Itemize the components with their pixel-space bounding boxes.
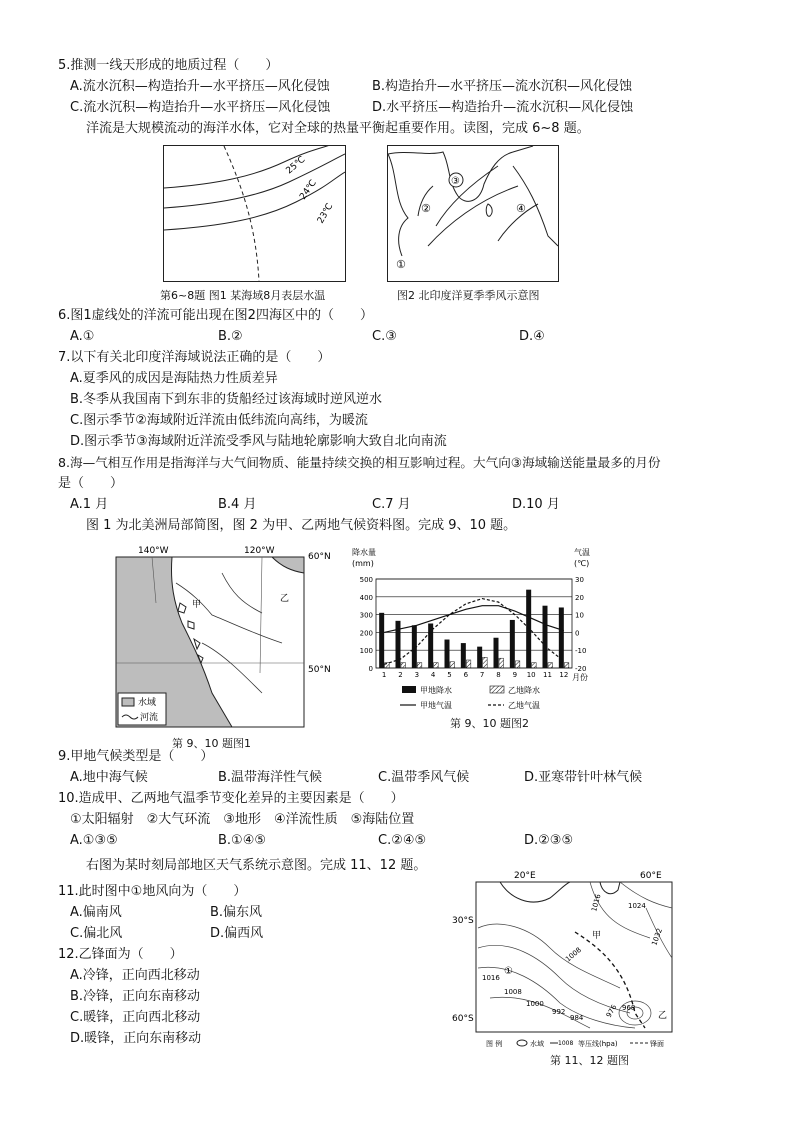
wmap-legend-title: 图 例	[486, 1040, 503, 1048]
isotherm-label-25: 25℃	[284, 154, 308, 177]
isobar-1016-a: 1016	[590, 893, 603, 913]
isobar-1000: 1000	[526, 1000, 544, 1008]
x-tick-label: 12	[559, 671, 569, 679]
legend-jia-temp: 甲地气温	[420, 701, 452, 710]
wmap-legend-front: 锋面	[650, 1040, 664, 1048]
q10-option-b: B.①④⑤	[218, 833, 267, 848]
bar-yi-precip	[466, 660, 471, 668]
q6-option-b: B.②	[218, 329, 243, 344]
x-tick-label: 2	[398, 671, 403, 679]
bar-jia-precip	[543, 606, 548, 668]
isotherm-label-23: 23℃	[315, 201, 336, 226]
q12-option-b: B.冷锋，正向东南移动	[70, 989, 201, 1004]
bar-jia-precip	[477, 647, 482, 668]
x-tick-label: 9	[512, 671, 518, 679]
x-tick-label: 1	[381, 671, 387, 679]
bar-jia-precip	[445, 640, 450, 668]
legend-jia-precip-swatch	[402, 686, 416, 693]
q11-option-d: D.偏西风	[210, 926, 264, 941]
q10-stem: 10.造成甲、乙两地气温季节变化差异的主要因素是（ ）	[58, 791, 404, 806]
q5-stem: 5.推测一线天形成的地质过程（ ）	[58, 58, 279, 73]
q9-option-d: D.亚寒带针叶林气候	[524, 770, 643, 785]
x-tick-label: 6	[463, 671, 469, 679]
intro-6-8: 洋流是大规模流动的海洋水体，它对全球的热量平衡起重要作用。读图，完成 6~8 题。	[86, 121, 590, 136]
q10-option-c: C.②④⑤	[378, 833, 427, 848]
left-tick-label: 400	[359, 593, 373, 602]
isotherm-drawing	[164, 146, 345, 281]
map-label-yi: 乙	[280, 594, 290, 604]
q9-option-c: C.温带季风气候	[378, 770, 470, 785]
q10-option-a: A.①③⑤	[70, 833, 118, 848]
fig2-caption: 图2 北印度洋夏季季风示意图	[397, 289, 540, 302]
wmap-lon-20e: 20°E	[514, 871, 536, 881]
x-tick-label: 3	[414, 671, 420, 679]
marker-4: ④	[516, 202, 526, 215]
q7-option-a: A.夏季风的成因是海陆热力性质差异	[70, 371, 278, 386]
q11-option-c: C.偏北风	[70, 926, 123, 941]
isobar-1016-b: 1016	[482, 974, 500, 982]
x-tick-label: 5	[447, 671, 452, 679]
q7-option-d: D.图示季节③海域附近洋流受季风与陆地轮廓影响大致自北向南流	[70, 434, 447, 449]
bar-yi-precip	[515, 661, 520, 668]
q7-option-b: B.冬季从我国南下到东非的货船经过该海域时逆风逆水	[70, 392, 383, 407]
bar-jia-precip	[379, 613, 384, 668]
q8-option-c: C.7 月	[372, 497, 411, 512]
x-tick-label: 4	[430, 671, 436, 679]
q7-option-c: C.图示季节②海域附近洋流由低纬流向高纬，为暖流	[70, 413, 368, 428]
q8-option-d: D.10 月	[512, 497, 560, 512]
wmap-lat-60s: 60°S	[452, 1014, 474, 1024]
marker-3: ③	[451, 176, 460, 187]
q5-option-d: D.水平挤压—构造抬升—流水沉积—风化侵蚀	[372, 100, 634, 115]
left-axis-unit: (mm)	[352, 559, 374, 568]
x-tick-label: 8	[496, 671, 501, 679]
q8-option-a: A.1 月	[70, 497, 109, 512]
climate-chart-caption: 第 9、10 题图2	[450, 717, 529, 730]
legend-yi-temp: 乙地气温	[508, 701, 540, 710]
bar-jia-precip	[510, 620, 515, 668]
climate-chart-svg	[350, 546, 605, 714]
wmap-legend-water: 水域	[530, 1040, 544, 1048]
wmap-label-jia: 甲	[592, 931, 602, 941]
bar-jia-precip	[494, 638, 499, 668]
left-axis-title: 降水量	[352, 548, 376, 557]
bar-yi-precip	[548, 663, 553, 668]
bar-yi-precip	[450, 662, 455, 668]
isobar-992: 992	[552, 1008, 566, 1016]
marker-1: ①	[396, 258, 406, 271]
map-lat-60n: 60°N	[308, 552, 331, 562]
right-tick-label: 0	[575, 629, 580, 638]
q6-option-c: C.③	[372, 329, 397, 344]
right-tick-label: -20	[575, 665, 587, 673]
legend-yi-precip: 乙地降水	[508, 686, 540, 695]
wmap-lon-60e: 60°E	[640, 871, 662, 881]
bar-jia-precip	[461, 643, 466, 668]
isobar-1008-b: 1008	[504, 988, 522, 996]
q12-stem: 12.乙锋面为（ ）	[58, 947, 183, 962]
bar-yi-precip	[483, 657, 488, 668]
q8-stem-line2: 是（ ）	[58, 476, 124, 491]
isotherm-label-24: 24℃	[298, 178, 319, 202]
line-jia-temp	[384, 606, 564, 633]
q11-option-b: B.偏东风	[210, 905, 263, 920]
climate-chart	[350, 546, 605, 714]
wmap-lat-30s: 30°S	[452, 916, 474, 926]
bar-yi-precip	[532, 663, 537, 668]
q12-option-c: C.暖锋，正向西北移动	[70, 1010, 201, 1025]
q11-stem: 11.此时图中①地风向为（ ）	[58, 884, 247, 899]
q5-option-b: B.构造抬升—水平挤压—流水沉积—风化侵蚀	[372, 79, 633, 94]
fig1-isotherm-map	[163, 145, 346, 282]
q7-stem: 7.以下有关北印度洋海域说法正确的是（ ）	[58, 350, 331, 365]
q5-option-a: A.流水沉积—构造抬升—水平挤压—风化侵蚀	[70, 79, 330, 94]
intro-9-10: 图 1 为北美洲局部简图，图 2 为甲、乙两地气候资料图。完成 9、10 题。	[86, 518, 517, 533]
right-axis-unit: (℃)	[574, 559, 590, 568]
north-america-drawing	[112, 543, 342, 733]
weather-system-drawing	[450, 868, 678, 1050]
legend-jia-precip: 甲地降水	[420, 686, 452, 695]
q5-option-c: C.流水沉积—构造抬升—水平挤压—风化侵蚀	[70, 100, 331, 115]
right-tick-label: 30	[575, 576, 584, 584]
q10-factors: ①太阳辐射 ②大气环流 ③地形 ④洋流性质 ⑤海陆位置	[70, 812, 415, 827]
q6-option-a: A.①	[70, 329, 95, 344]
left-tick-label: 200	[359, 629, 373, 638]
right-axis-title: 气温	[574, 548, 590, 557]
q12-option-d: D.暖锋，正向东南移动	[70, 1031, 202, 1046]
monsoon-drawing	[388, 146, 558, 281]
right-tick-label: 10	[575, 611, 584, 620]
q10-option-d: D.②③⑤	[524, 833, 574, 848]
left-tick-label: 500	[359, 576, 373, 584]
bar-yi-precip	[401, 663, 406, 668]
bar-yi-precip	[417, 663, 422, 668]
q6-stem: 6.图1虚线处的洋流可能出现在图2四海区中的（ ）	[58, 308, 373, 323]
marker-2: ②	[421, 202, 431, 215]
q8-stem-line1: 8.海—气相互作用是指海洋与大气间物质、能量持续交换的相互影响过程。大气向③海域输送能量最多的月份	[58, 455, 661, 470]
wmap-label-1: ①	[504, 966, 513, 977]
bar-yi-precip	[499, 658, 504, 668]
fig2-monsoon-map	[387, 145, 559, 282]
isobar-1024: 1024	[628, 902, 646, 910]
isobar-984: 984	[570, 1014, 584, 1022]
intro-11-12: 右图为某时刻局部地区天气系统示意图。完成 11、12 题。	[86, 858, 427, 873]
right-tick-label: 20	[575, 593, 584, 602]
q9-option-a: A.地中海气候	[70, 770, 148, 785]
wmap-legend-water-swatch	[517, 1040, 527, 1046]
right-tick-label: -10	[575, 647, 587, 656]
q12-option-a: A.冷锋，正向西北移动	[70, 968, 200, 983]
bar-yi-precip	[564, 663, 569, 668]
x-axis-title: 月份	[572, 673, 588, 682]
x-tick-label: 10	[526, 671, 536, 679]
north-america-map	[112, 543, 342, 733]
map-lon-140w: 140°W	[138, 546, 169, 556]
weather-map-caption: 第 11、12 题图	[550, 1054, 629, 1067]
left-tick-label: 300	[359, 611, 373, 620]
legend-water-swatch	[122, 698, 134, 706]
q6-option-d: D.④	[519, 329, 545, 344]
left-tick-label: 100	[359, 647, 373, 656]
map-9-10-caption: 第 9、10 题图1	[172, 737, 251, 750]
isobar-976: 976	[604, 1003, 619, 1019]
isobar-1008-a: 1008	[564, 945, 583, 964]
line-yi-temp	[384, 599, 564, 665]
q8-option-b: B.4 月	[218, 497, 257, 512]
map-lat-50n: 50°N	[308, 665, 331, 675]
wmap-legend-isobar-val: 1008	[558, 1040, 574, 1047]
map-lon-120w: 120°W	[244, 546, 275, 556]
isobar-1032: 1032	[650, 927, 664, 947]
fig1-caption: 第6~8题 图1 某海域8月表层水温	[160, 289, 326, 302]
legend-river-label: 河流	[140, 713, 159, 723]
legend-yi-precip-swatch	[490, 686, 504, 693]
legend-water-label: 水域	[138, 698, 157, 708]
bar-yi-precip	[434, 663, 439, 668]
x-tick-label: 7	[479, 671, 485, 679]
q11-option-a: A.偏南风	[70, 905, 122, 920]
map-label-jia: 甲	[192, 600, 202, 610]
weather-system-map	[450, 868, 678, 1050]
isobar-968: 968	[622, 1004, 636, 1012]
q9-option-b: B.温带海洋性气候	[218, 770, 323, 785]
q9-stem: 9.甲地气候类型是（ ）	[58, 749, 214, 764]
wmap-label-yi: 乙	[658, 1011, 668, 1021]
left-tick-label: 0	[368, 665, 373, 673]
x-tick-label: 11	[543, 671, 552, 679]
wmap-legend-isobar: 等压线(hpa)	[578, 1040, 618, 1048]
